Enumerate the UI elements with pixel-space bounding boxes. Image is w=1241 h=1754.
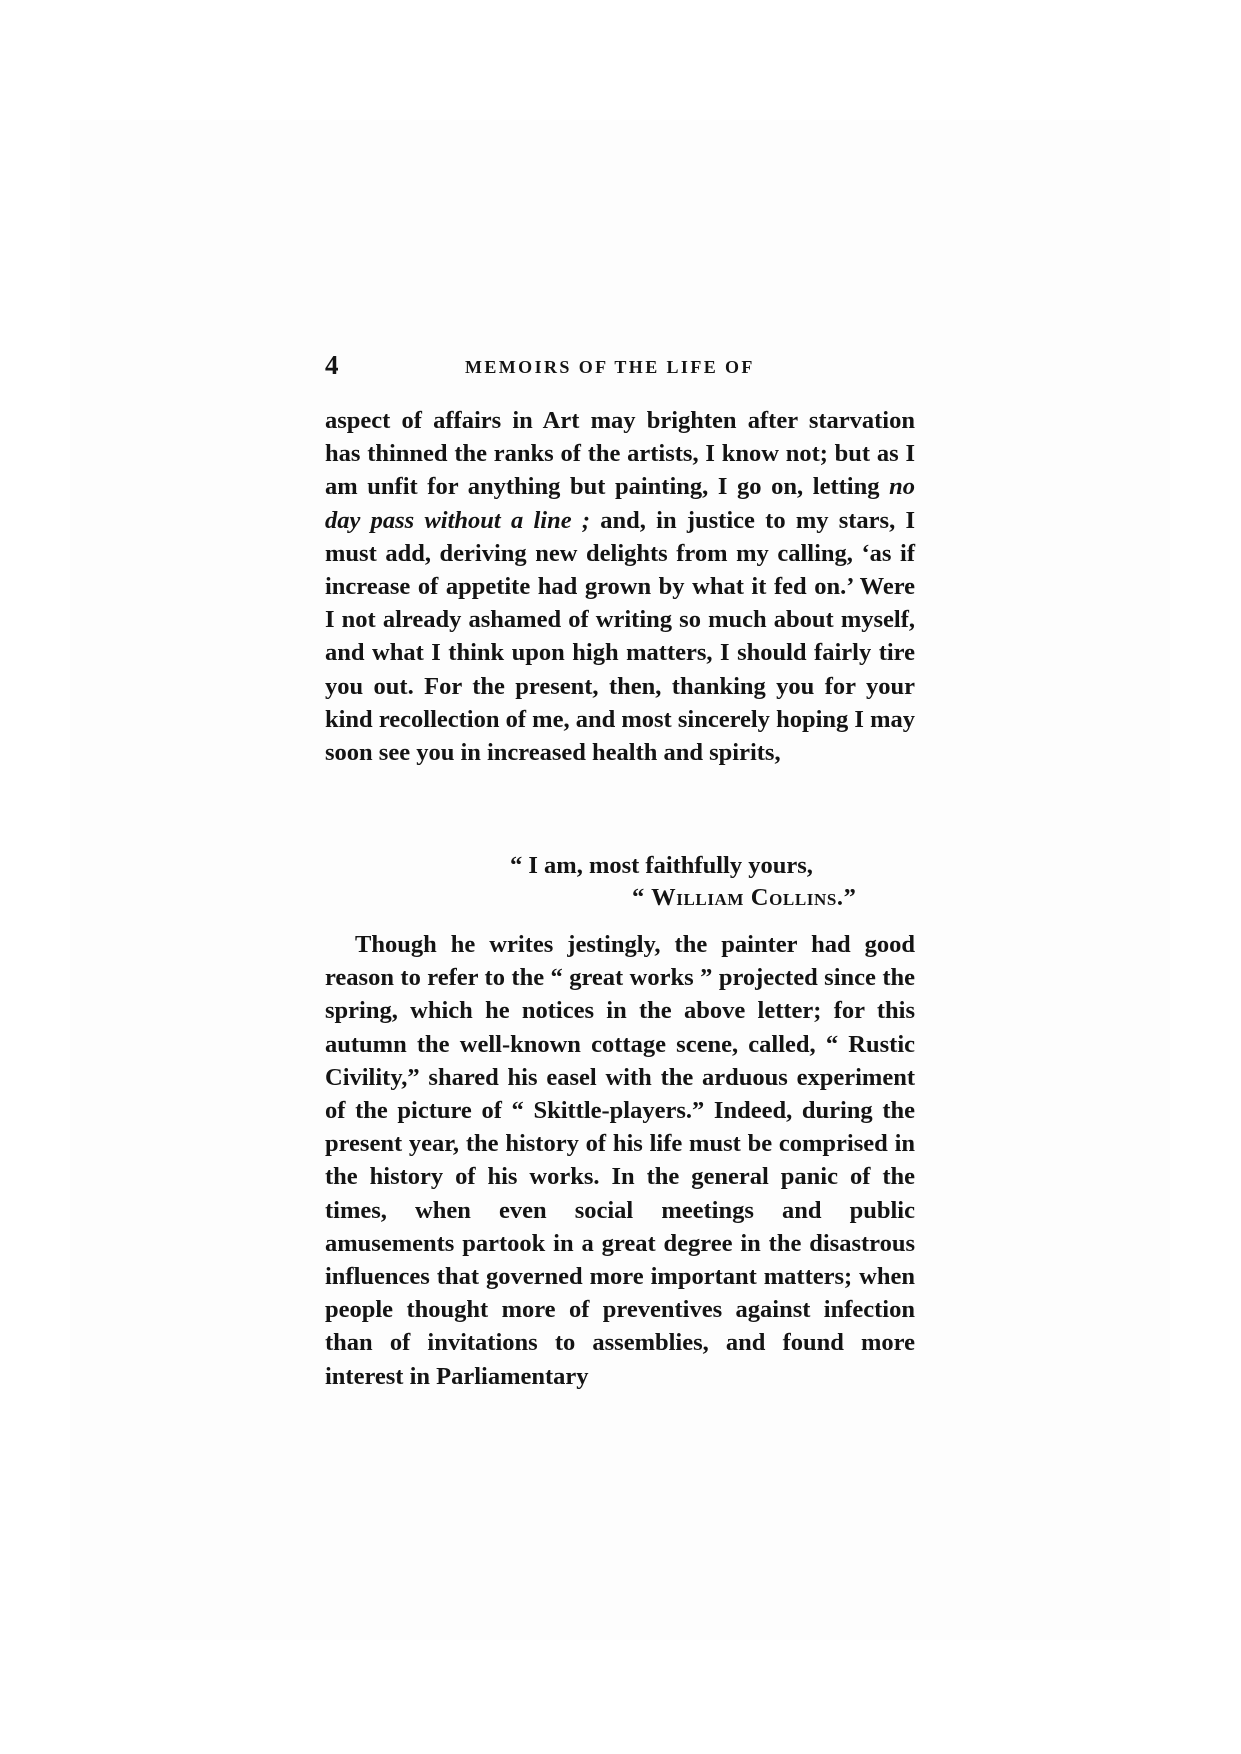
running-title: MEMOIRS OF THE LIFE OF [465,357,755,377]
page-number: 4 [325,350,339,380]
letter-paragraph [325,404,915,769]
letter-text-start: aspect of affairs in Art may brighten after starvation has thinned the ranks of the artists, I know not; but as I am unfit for anything but painting, I go on, letting [325,407,915,501]
letter-text-end: and, in justice to my stars, I must add, deriving new delights from my calling, ‘as if increase of appetite had grown by what it fed on.’ Were I not already ashamed of writing so much about myself, and what I think upon high matters, I should fairly tire you out. For the present, then, thanking you for your kind recollection of me, and most sincerely hoping I may soon see you in increased health and spirits, [325,506,916,767]
narrative-text: Though he writes jestingly, the painter had good reason to refer to the “ great works ” projected since the spring, which he notices in the above letter; for this autumn the well-known cottage scene, called, “ Rustic Civility,” shared his easel with the arduous experiment of the picture of “ Skittle-players.” Indeed, during the present year, the history of his life must be comprised in the history of his works. In the general panic of the times, when even social meetings and public amusements partook in a great degree in the disastrous influences that governed more important matters; when people thought more of preventives against infection than of invitations to assemblies, and found more interest in Parliamentary [325,931,915,1390]
letter-signature: “ William Collins.” [632,884,857,911]
narrative-paragraph [325,928,915,1393]
scanned-page [70,120,1170,1640]
page-header [325,350,915,380]
letter-closing: “ I am, most faithfully yours, [510,852,813,879]
italic-phrase: no day pass without a line ; [325,473,915,534]
